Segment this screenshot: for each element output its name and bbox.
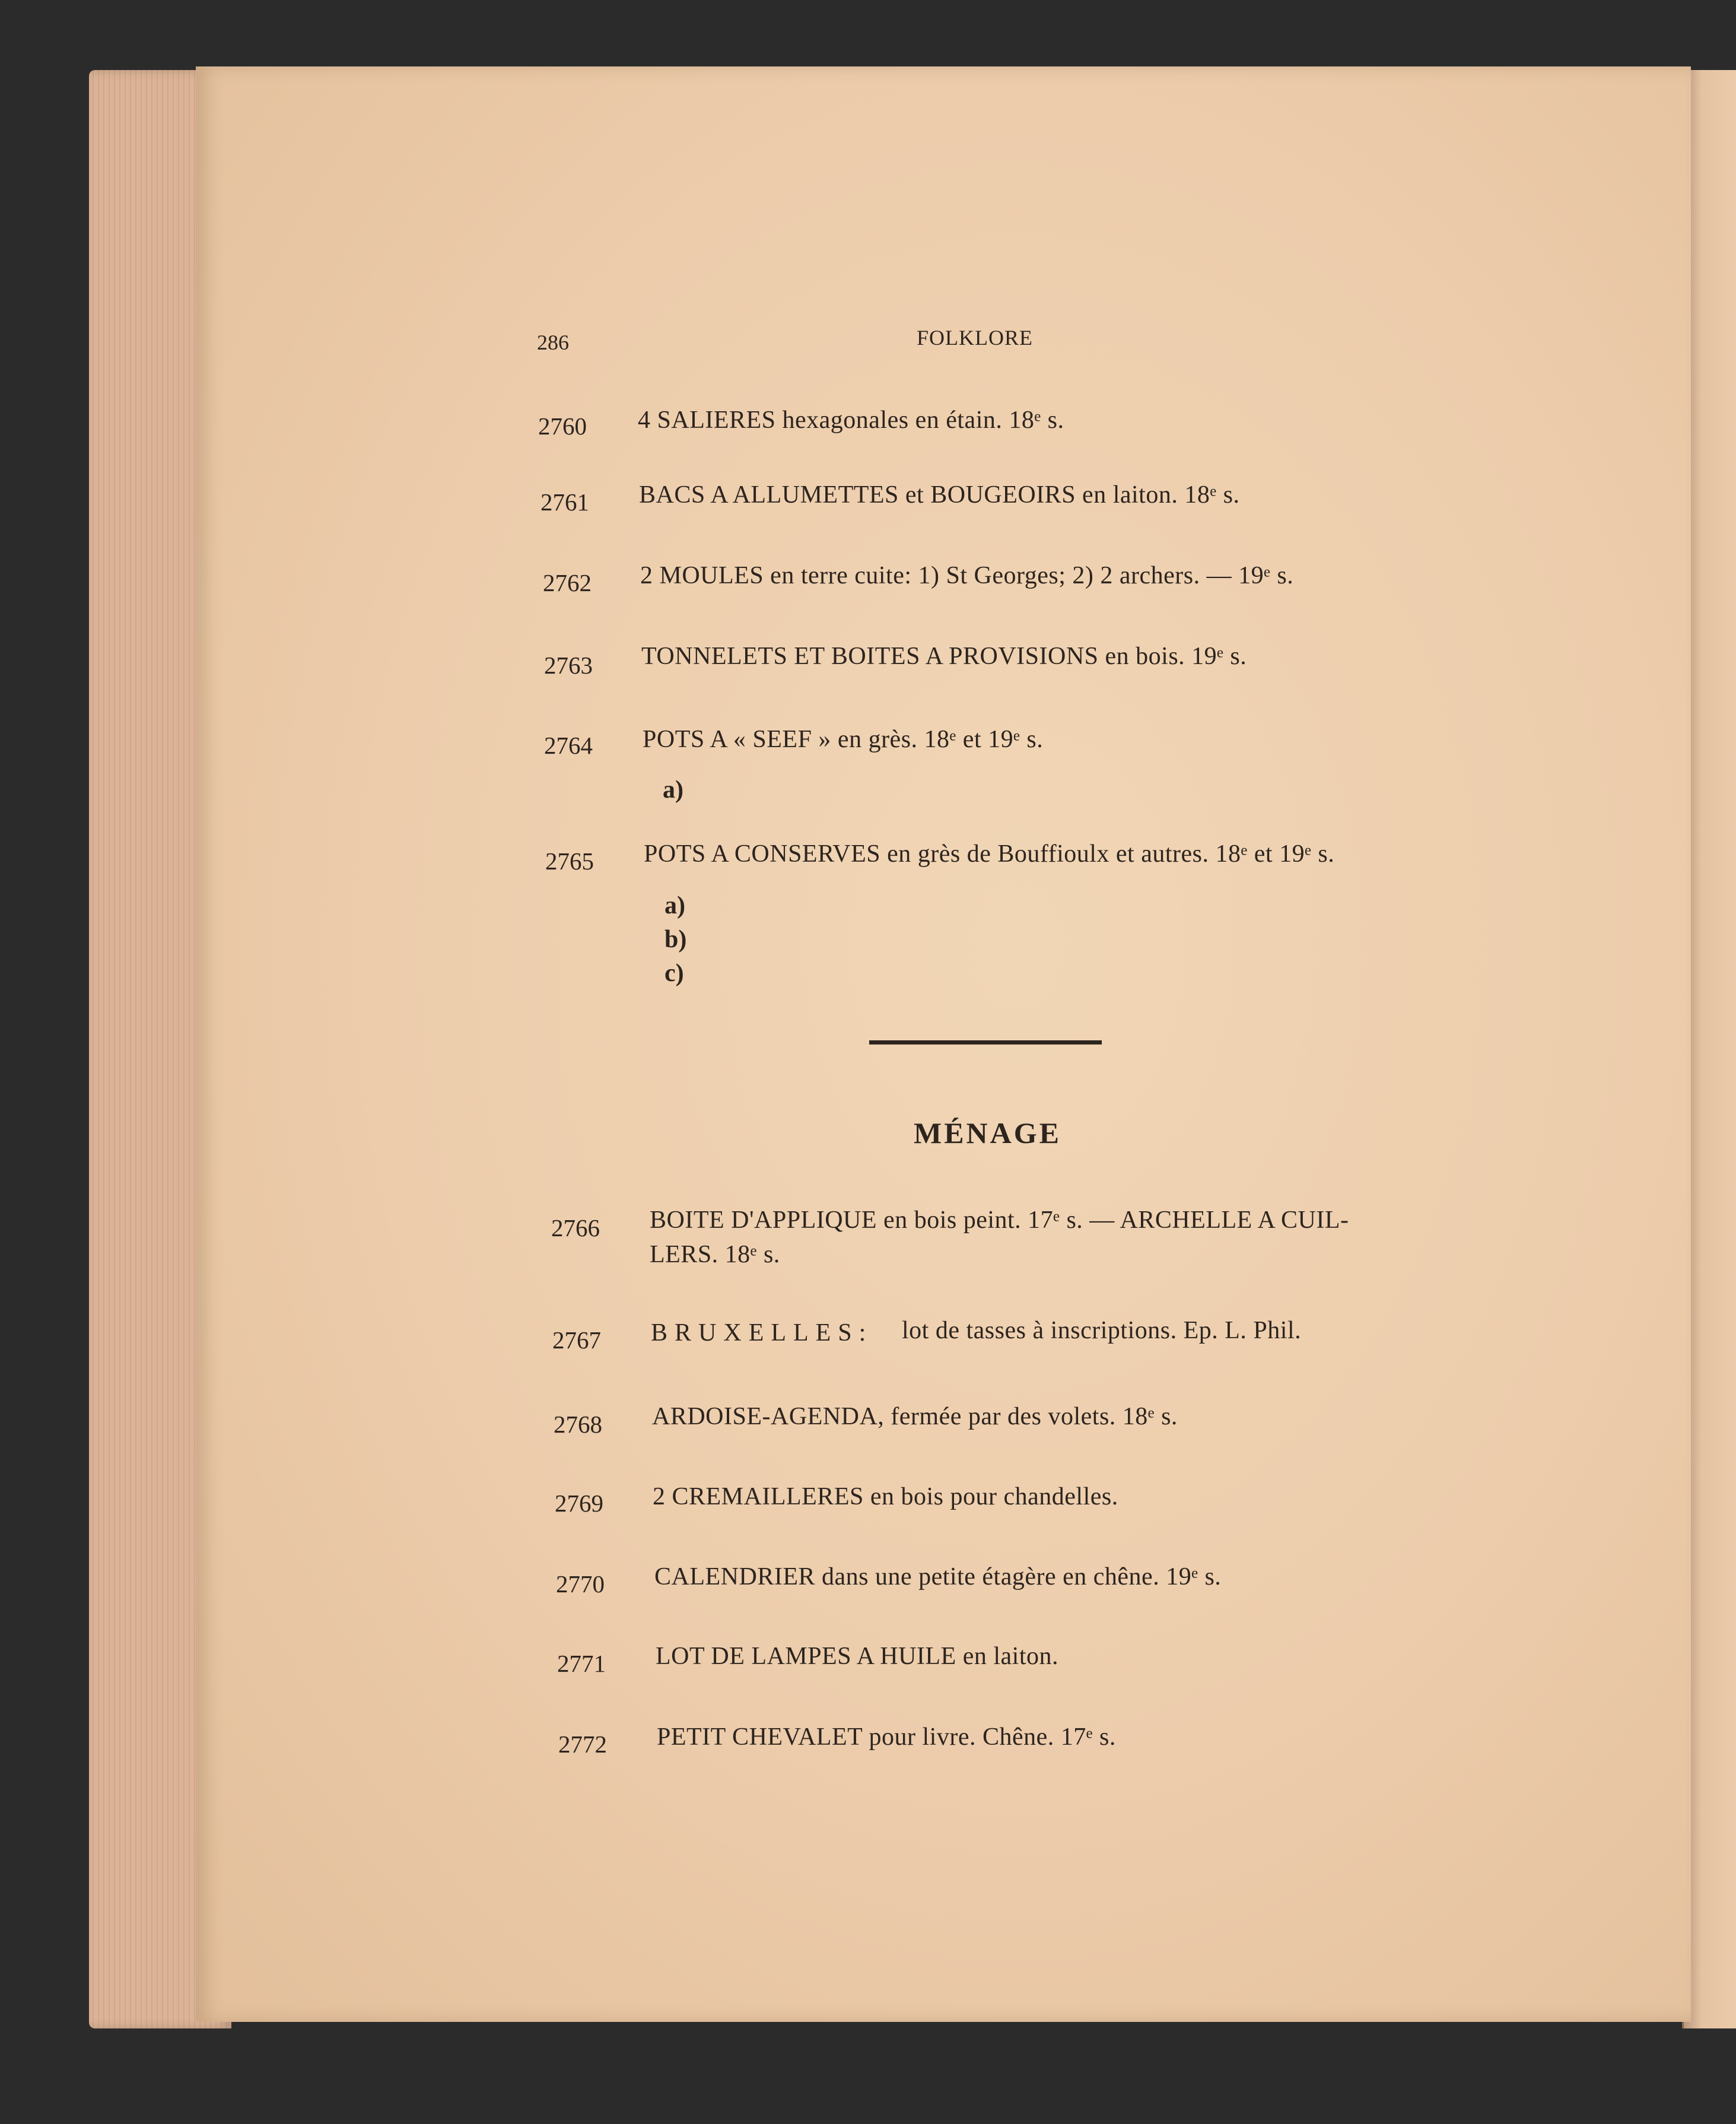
entry-text: POTS A CONSERVES en grès de Bouffioulx et autres. 18ᵉ et 19ᵉ s. [644,840,1335,868]
entry-text: ARDOISE-AGENDA, fermée par des volets. 18ᵉ s. [652,1403,1178,1430]
entry-lead-spaced: BRUXELLES: [651,1319,873,1347]
entry-text: LOT DE LAMPES A HUILE en laiton. [656,1643,1059,1670]
entry-number: 2766 [551,1214,600,1242]
entry-number: 2768 [554,1411,602,1438]
entry-number: 2761 [540,488,589,516]
sub-item-c: c) [664,960,684,987]
running-head: FOLKLORE [917,326,1033,350]
entry-text: BACS A ALLUMETTES et BOUGEOIRS en laiton. 18ᵉ s. [639,481,1240,509]
entry-text: 4 SALIERES hexagonales en étain. 18ᵉ s. [638,407,1064,434]
entry-text: PETIT CHEVALET pour livre. Chêne. 17ᵉ s. [657,1723,1116,1751]
entry-text: CALENDRIER dans une petite étagère en chêne. 19ᵉ s. [654,1563,1222,1590]
sub-item-a: a) [663,776,683,804]
entry-text-continued: LERS. 18ᵉ s. [650,1241,780,1268]
entry-number: 2772 [558,1731,607,1758]
entry-number: 2767 [552,1326,601,1354]
entry-text: POTS A « SEEF » en grès. 18ᵉ et 19ᵉ s. [643,726,1044,753]
entry-number: 2769 [555,1490,603,1517]
entry-number: 2771 [557,1650,606,1677]
page-number: 286 [537,331,569,354]
entry-text: BOITE D'APPLIQUE en bois peint. 17ᵉ s. — ARCHELLE A CUIL- [650,1207,1349,1234]
entry-number: 2765 [545,847,594,875]
entry-text: lot de tasses à inscriptions. Ep. L. Phil. [902,1317,1302,1344]
entry-number: 2770 [556,1570,605,1598]
entry-number: 2760 [538,412,587,440]
entry-text: TONNELETS ET BOITES A PROVISIONS en bois. 19ᵉ s. [641,643,1247,670]
entry-number: 2763 [544,652,593,679]
section-title: MÉNAGE [914,1116,1061,1150]
entry-text: 2 CREMAILLERES en bois pour chandelles. [653,1483,1118,1510]
sub-item-a: a) [664,892,685,919]
sub-item-b: b) [664,926,687,953]
entry-number: 2762 [543,569,592,596]
section-divider [869,1040,1102,1044]
entry-number: 2764 [544,732,593,759]
entry-text: 2 MOULES en terre cuite: 1) St Georges; 2) 2 archers. — 19ᵉ s. [640,562,1294,589]
